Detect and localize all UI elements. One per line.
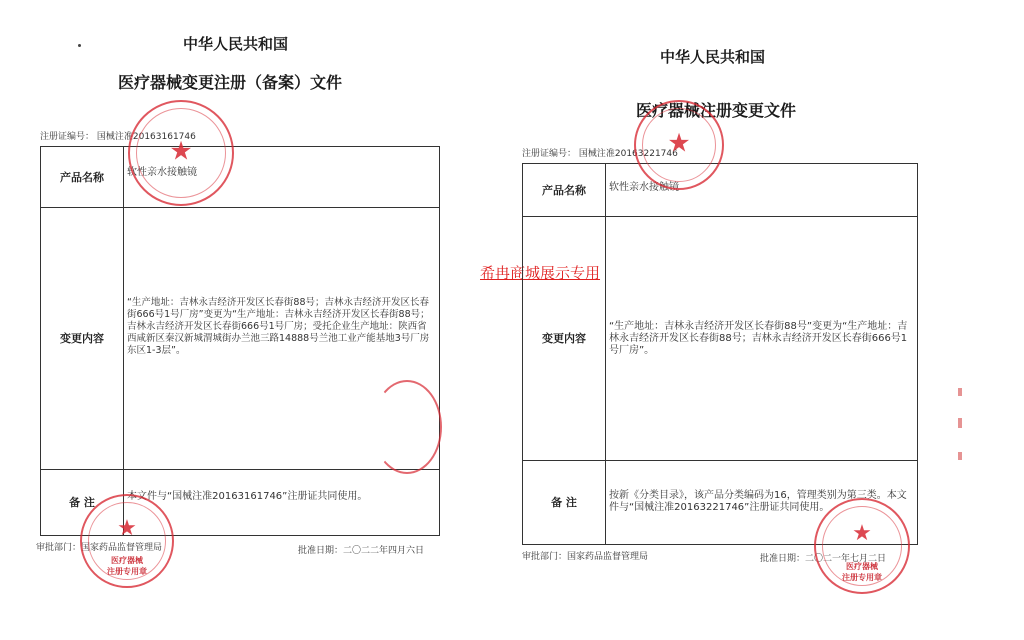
right-registration-seal-star: ★ — [852, 520, 872, 546]
left-registration-number: 注册证编号： 国械注准20163161746 — [40, 132, 196, 142]
right-registration-seal-text-2: 注册专用章 — [842, 573, 882, 582]
right-approval-dept-label: 审批部门： — [522, 552, 568, 562]
left-partial-seal — [372, 380, 442, 474]
right-approval-date-label: 批准日期： — [760, 554, 806, 564]
left-label-change-content: 变更内容 — [41, 207, 124, 469]
right-label-product-name: 产品名称 — [523, 164, 606, 216]
left-row-product-name — [41, 147, 439, 208]
right-value-remarks: 按新《分类目录》，该产品分类编码为16，管理类别为第三类。本文件与“国械注准20163221746”注册证共同使用。 — [609, 490, 907, 513]
left-info-table — [40, 146, 440, 536]
right-country-title: 中华人民共和国 — [660, 48, 766, 66]
right-label-remarks: 备 注 — [523, 460, 606, 544]
edge-mark-2 — [958, 418, 962, 428]
left-approval-date-label: 批准日期： — [298, 546, 344, 556]
left-approval-date — [298, 543, 424, 556]
left-country-title: 中华人民共和国 — [183, 35, 289, 53]
right-registration-seal-text-1: 医疗器械 — [846, 562, 878, 571]
left-registration-seal-star: ★ — [117, 516, 137, 542]
right-value-product-name: 软性亲水接触镜 — [609, 182, 679, 193]
left-document-title: 医疗器械变更注册（备案）文件 — [118, 73, 343, 92]
right-value-change-content: “生产地址：吉林永吉经济开发区长春街88号”变更为“生产地址：吉林永吉经济开发区长春街88号；吉林永吉经济开发区长春街666号1号厂房”。 — [609, 321, 908, 356]
left-label-product-name: 产品名称 — [41, 147, 124, 207]
right-document-title: 医疗器械注册变更文件 — [636, 101, 797, 120]
right-company-seal-star: ★ — [667, 128, 691, 159]
left-approval-date-value: 二〇二二年四月六日 — [343, 546, 425, 556]
right-approval-date-value: 二〇二一年七月二日 — [805, 554, 887, 564]
scan-speck — [78, 44, 81, 47]
left-value-product-name: 软性亲水接触镜 — [127, 167, 197, 178]
right-approval-dept — [522, 549, 648, 562]
right-label-change-content: 变更内容 — [523, 216, 606, 460]
left-value-change-content: “生产地址：吉林永吉经济开发区长春街88号；吉林永吉经济开发区长春街666号1号厂房”变更为“生产地址：吉林永吉经济开发区长春街88号；吉林永吉经济开发区长春街666号1号厂房；受托企业生产地址：陕西省西咸新区秦汉新城渭城街办兰池三路14888号兰池工业产能基地3号厂房东区1-3层”。 — [127, 297, 430, 356]
left-registration-seal-text-2: 注册专用章 — [107, 567, 147, 576]
right-registration-seal — [814, 498, 910, 594]
left-registration-seal-text-1: 医疗器械 — [111, 556, 143, 565]
watermark-text: 希冉商城展示专用 — [480, 264, 601, 282]
left-label-remarks: 备 注 — [41, 469, 124, 535]
right-company-seal — [634, 100, 724, 190]
edge-mark-1 — [958, 388, 962, 396]
left-approval-dept-value: 国家药品监督管理局 — [81, 543, 163, 553]
right-registration-number: 注册证编号： 国械注准20163221746 — [522, 149, 678, 159]
left-registration-seal — [80, 494, 174, 588]
left-value-remarks: 本文件与“国械注准20163161746”注册证共同使用。 — [127, 491, 368, 502]
left-company-seal-star: ★ — [169, 136, 193, 167]
right-info-table — [522, 163, 918, 545]
left-approval-dept-label: 审批部门： — [36, 543, 82, 553]
right-row-change-content — [523, 216, 917, 461]
right-row-product-name — [523, 164, 917, 217]
left-company-seal — [128, 100, 234, 206]
right-approval-dept-value: 国家药品监督管理局 — [567, 552, 649, 562]
edge-mark-3 — [958, 452, 962, 460]
